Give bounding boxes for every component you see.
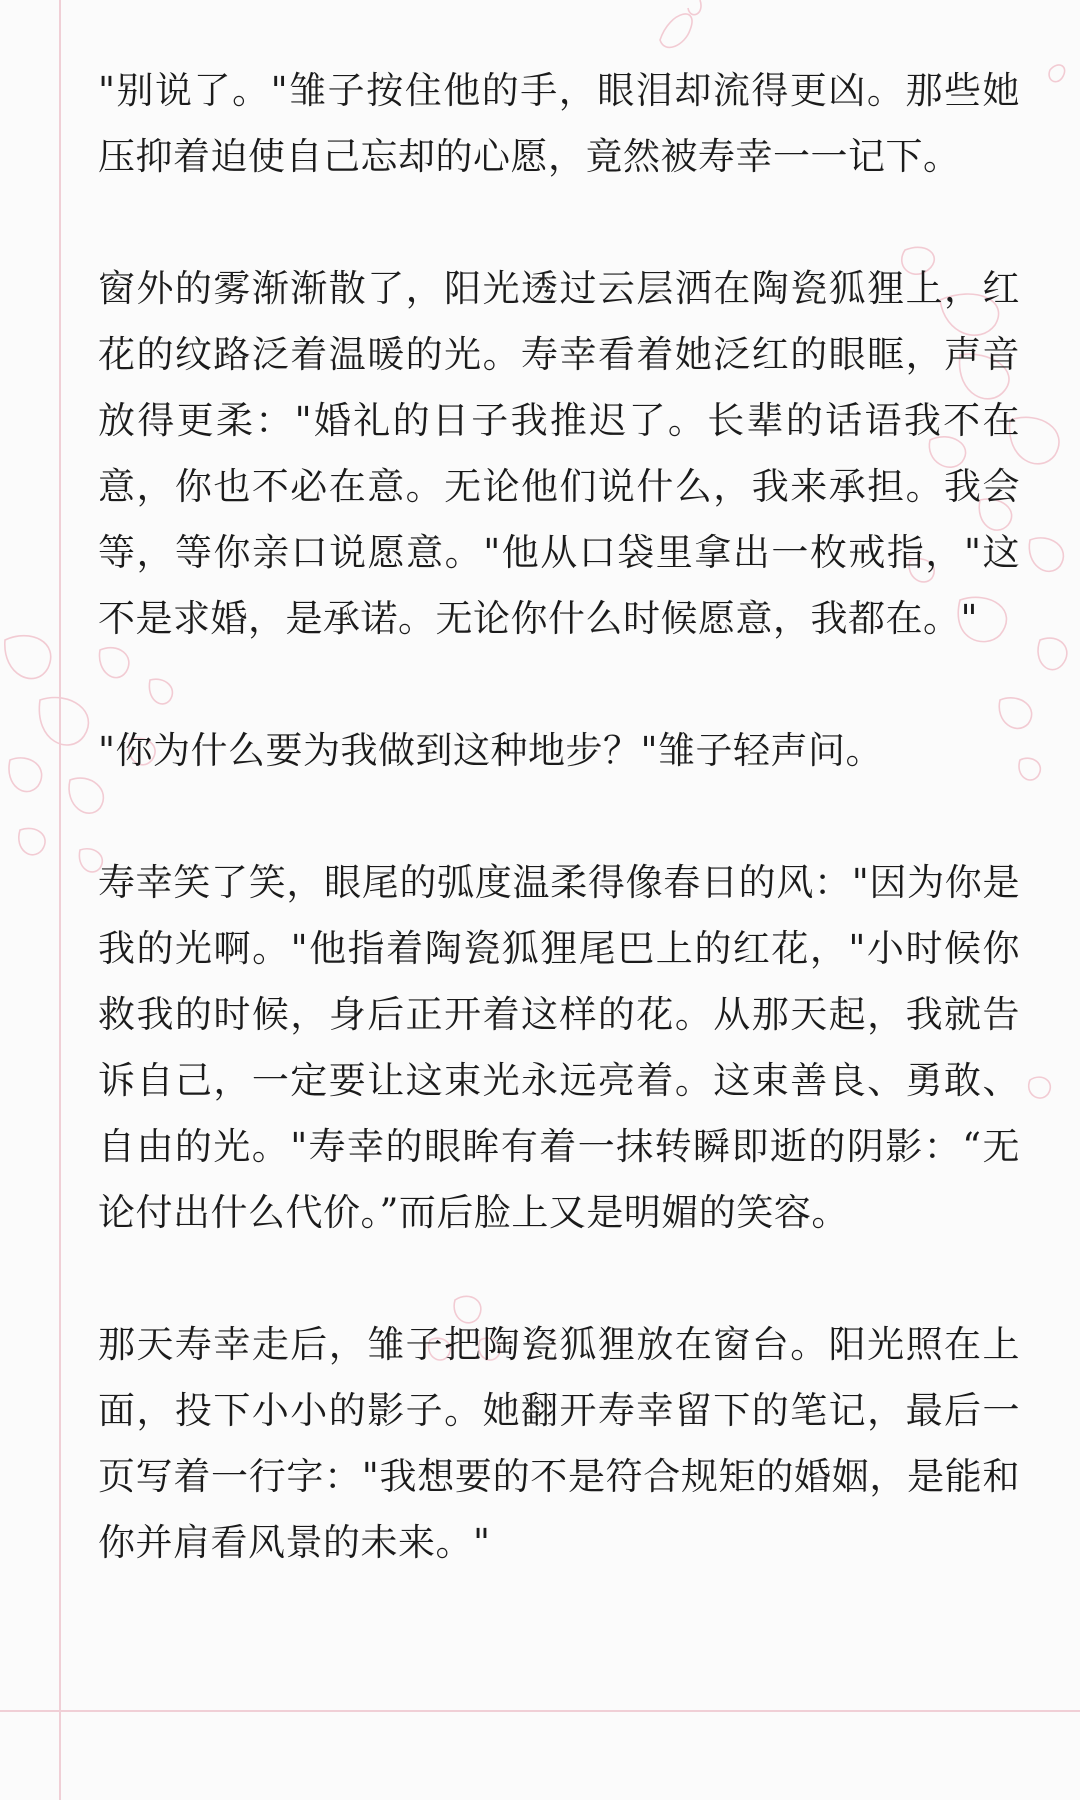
paragraph: 窗外的雾渐渐散了，阳光透过云层洒在陶瓷狐狸上，红花的纹路泛着温暖的光。寿幸看着她泛红的眼眶，声音放得更柔："婚礼的日子我推迟了。长辈的话语我不在意，你也不必在意。无论他们说什么，我来承担。我会等，等你亲口说愿意。"他从口袋里拿出一枚戒指，"这不是求婚，是承诺。无论你什么时候愿意，我都在。" — [98, 267, 1020, 640]
paragraph: 那天寿幸走后，雏子把陶瓷狐狸放在窗台。阳光照在上面，投下小小的影子。她翻开寿幸留下的笔记，最后一页写着一行字："我想要的不是符合规矩的婚姻，是能和你并肩看风景的未来。" — [98, 1323, 1020, 1564]
paragraph: 寿幸笑了笑，眼尾的弧度温柔得像春日的风："因为你是我的光啊。"他指着陶瓷狐狸尾巴上的红花，"小时候你救我的时候，身后正开着这样的花。从那天起，我就告诉自己，一定要让这束光永远亮着。这束善良、勇敢、自由的光。"寿幸的眼眸有着一抹转瞬即逝的阴影：“无论付出什么代价。”而后脸上又是明媚的笑容。 — [98, 861, 1020, 1234]
paragraph: "你为什么要为我做到这种地步？"雏子轻声问。 — [98, 729, 884, 772]
story-text — [98, 58, 1020, 1642]
margin-rule — [59, 0, 61, 1800]
bottom-rule — [0, 1710, 1080, 1712]
paragraph: "别说了。"雏子按住他的手，眼泪却流得更凶。那些她压抑着迫使自己忘却的心愿，竟然被寿幸一一记下。 — [98, 69, 1020, 178]
